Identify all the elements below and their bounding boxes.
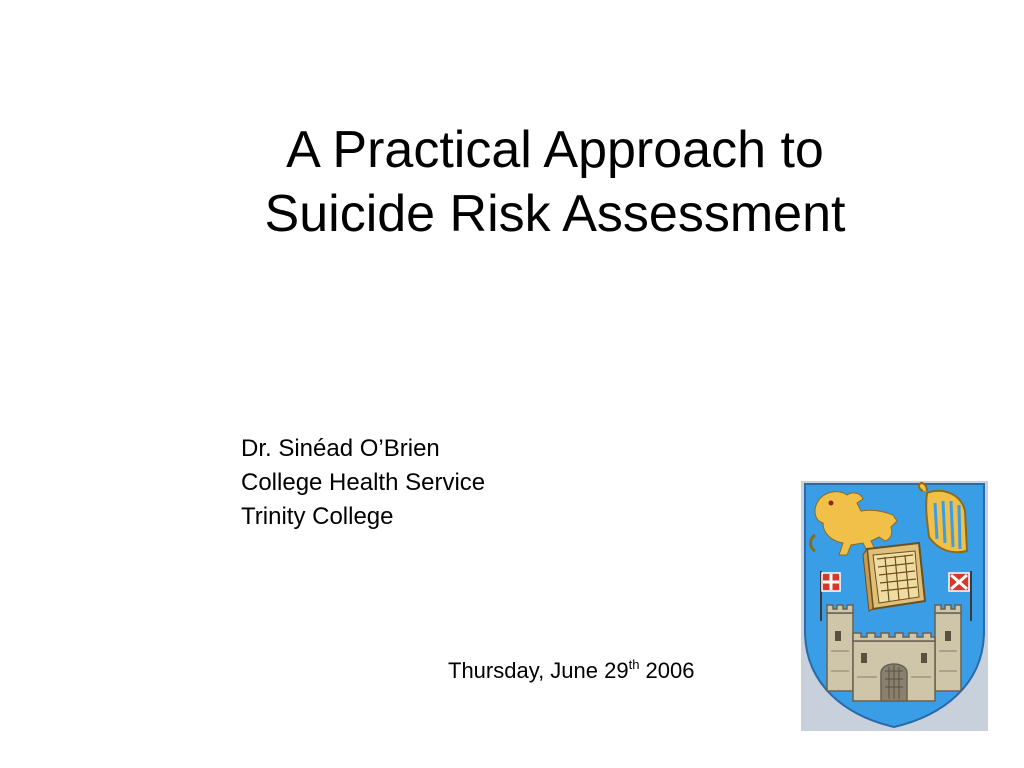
author-department: College Health Service	[241, 469, 486, 496]
slide-title	[195, 118, 915, 246]
author-block	[241, 432, 485, 534]
title-line-2: Suicide Risk Assessment	[264, 185, 846, 243]
author-name: Dr. Sinéad O’Brien	[241, 435, 440, 462]
presentation-date	[448, 656, 695, 686]
book-icon	[863, 543, 925, 611]
date-ordinal-suffix: th	[628, 657, 640, 672]
date-year: 2006	[639, 658, 695, 683]
coat-of-arms-icon	[801, 481, 988, 731]
title-line-1: A Practical Approach to	[286, 121, 824, 179]
author-institution: Trinity College	[241, 503, 394, 530]
date-prefix: Thursday, June 29	[448, 658, 629, 683]
